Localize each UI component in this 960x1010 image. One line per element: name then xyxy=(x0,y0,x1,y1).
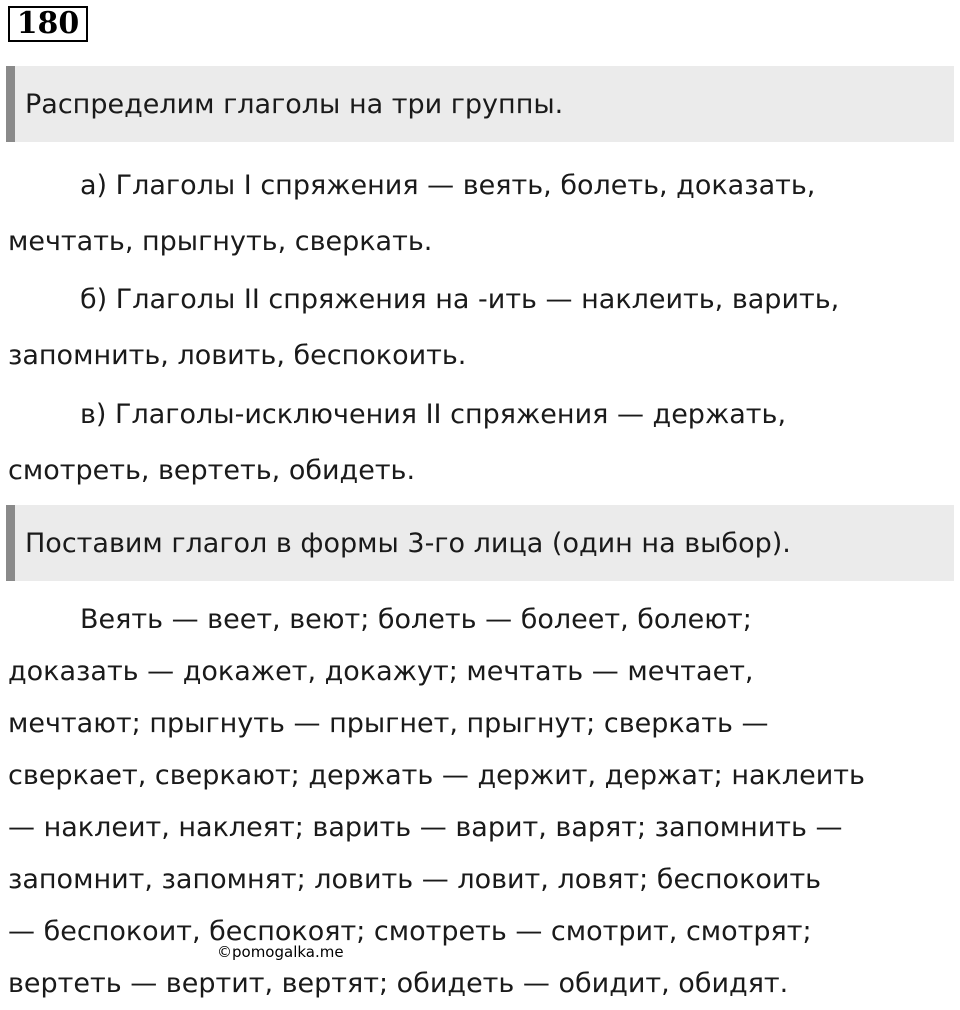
section-header-groups xyxy=(6,66,954,142)
watermark-text: ©pomogalka.me xyxy=(217,943,344,961)
paragraph-line: мечтать, прыгнуть, сверкать. xyxy=(8,226,433,257)
paragraph-line: запомнит, запомнят; ловить — ловит, ловят; беспокоить xyxy=(8,864,822,895)
section-header-forms xyxy=(6,505,954,581)
paragraph-line: мечтают; прыгнуть — прыгнет, прыгнут; сверкать — xyxy=(8,708,769,739)
group-a-paragraph xyxy=(8,158,952,270)
group-c-paragraph xyxy=(8,387,952,499)
paragraph-line: доказать — докажет, докажут; мечтать — мечтает, xyxy=(8,656,754,687)
paragraph-line: — наклеит, наклеят; варить — варит, варят; запомнить — xyxy=(8,812,843,843)
paragraph-line: смотреть, вертеть, обидеть. xyxy=(8,455,416,486)
paragraph-line: а) Глаголы I спряжения — веять, болеть, доказать, xyxy=(80,170,816,201)
verb-forms-paragraph xyxy=(8,594,952,1010)
paragraph-line: запомнить, ловить, беспокоить. xyxy=(8,340,467,371)
section-header-text: Поставим глагол в формы 3-го лица (один на выбор). xyxy=(25,527,791,559)
paragraph-line: сверкает, сверкают; держать — держит, держат; наклеить xyxy=(8,760,865,791)
section-header-text: Распределим глаголы на три группы. xyxy=(25,88,564,120)
group-b-paragraph xyxy=(8,272,952,384)
paragraph-line: б) Глаголы II спряжения на -ить — наклеить, варить, xyxy=(80,284,840,315)
paragraph-line: в) Глаголы-исключения II спряжения — держать, xyxy=(80,399,787,430)
paragraph-line: Веять — веет, веют; болеть — болеет, болеют; xyxy=(80,604,752,635)
task-number-badge: 180 xyxy=(8,6,88,42)
paragraph-line: вертеть — вертит, вертят; обидеть — обидит, обидят. xyxy=(8,968,789,999)
paragraph-line: — беспокоит, беспокоят; смотреть — смотрит, смотрят; xyxy=(8,916,812,947)
